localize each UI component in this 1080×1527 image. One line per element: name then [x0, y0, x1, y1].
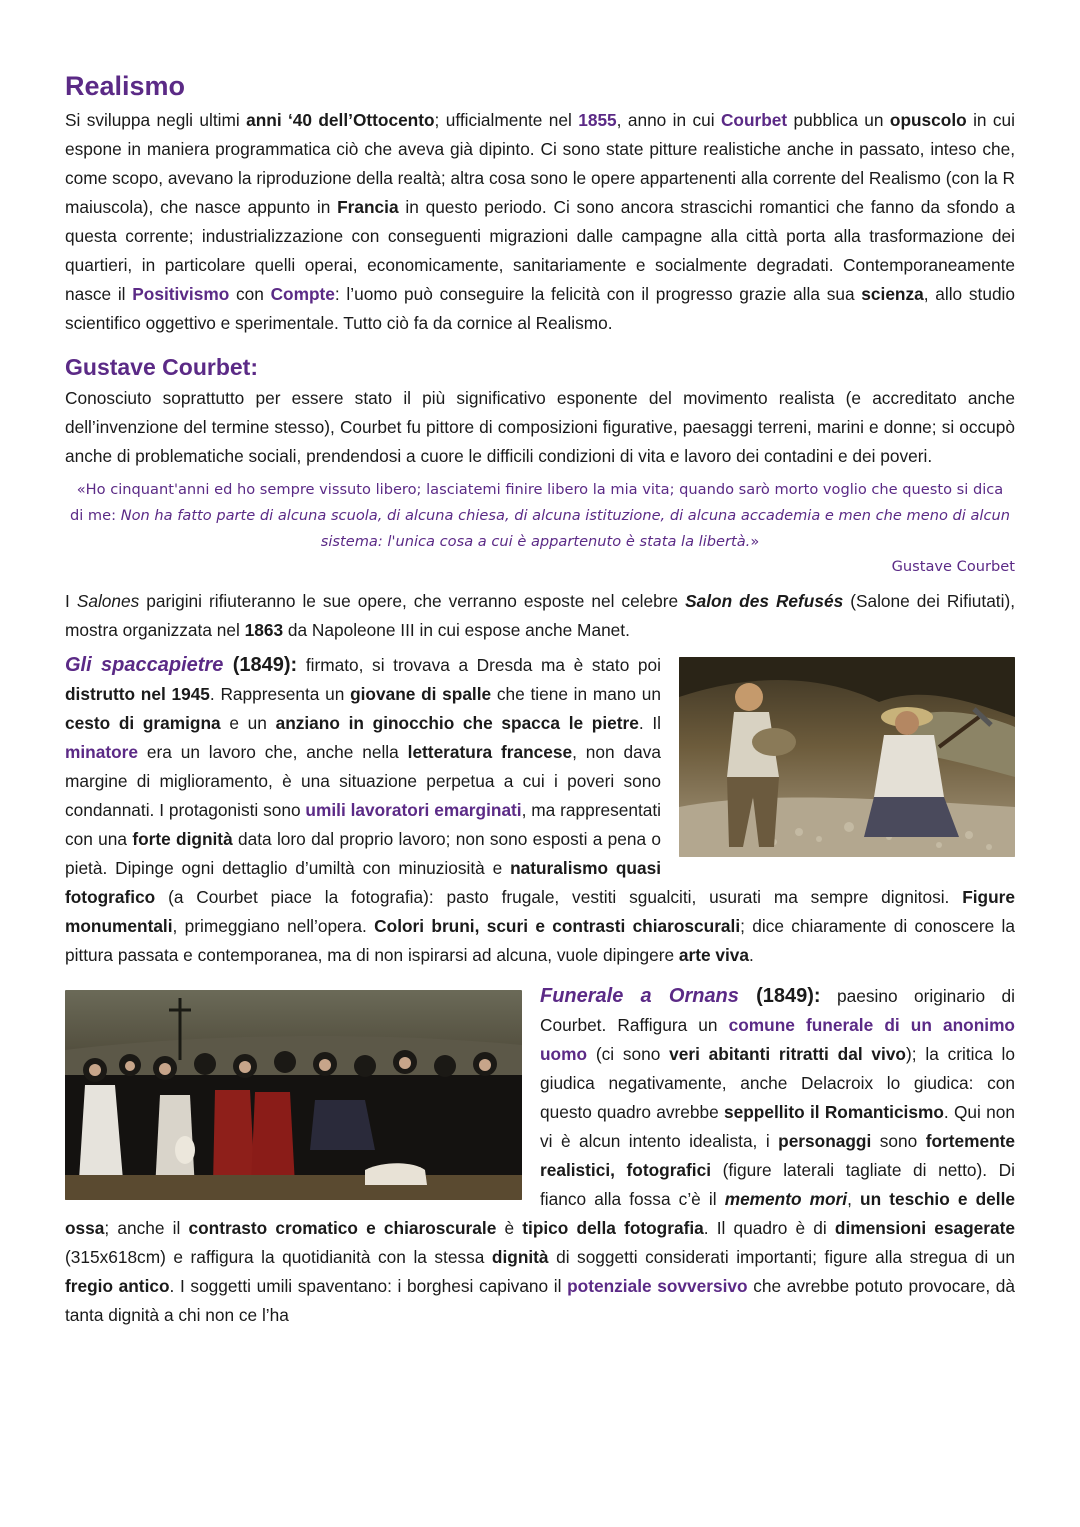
text-run: ; dice chiaramente di conoscere la pittura passata e contemporanea, ma di non ispirarsi ad alcuna, vuole dipingere	[65, 916, 1015, 965]
text-run: (Salone dei Rifiutati), mostra organizzata nel	[65, 591, 1015, 640]
text-run: ; ufficialmente nel	[434, 110, 579, 130]
text-run: data loro dal proprio lavoro; non sono esposti a pena o pietà. Dipinge ogni dettaglio d’umiltà con minuziosità e	[65, 829, 662, 878]
funerale-year: (1849):	[738, 985, 821, 1007]
text-run: I	[65, 591, 77, 611]
text-run: è	[496, 1218, 523, 1238]
salones-paragraph	[65, 587, 1015, 645]
text-run: paesino originario di Courbet. Raffigura un	[540, 986, 1015, 1035]
text-run: . Rappresenta un	[209, 684, 351, 704]
text-run: pubblica un	[787, 110, 890, 130]
text-run: in cui espone in maniera programmatica ciò che aveva già dipinto. Ci sono state pitture realistiche anche in passato, inteso che, come scopo, avevano la riproduzione della realtà; altra cosa sono le opere appartenenti alla corrente del Realismo (con la R maiuscola), che nasce appunto in	[65, 110, 1015, 217]
painting-funerale-image	[65, 990, 522, 1200]
bold-text: Francia	[337, 197, 399, 217]
bold-text: scienza	[861, 284, 924, 304]
bold-text: tipico della fotografia	[522, 1218, 704, 1238]
bold-text: anni ‘40 dell’Ottocento	[246, 110, 435, 130]
bold-text: veri abitanti ritratti dal vivo	[669, 1044, 906, 1064]
text-run: . Qui non vi è alcun intento idealista, i	[540, 1102, 1015, 1151]
work-spaccapietre	[65, 651, 1015, 970]
text-run: . I soggetti umili spaventano: i borghesi capivano il	[169, 1276, 568, 1296]
text-run: era un lavoro che, anche nella	[137, 742, 408, 762]
bold-text: cesto di gramigna	[65, 713, 221, 733]
bold-text: Colori bruni, scuri e contrasti chiaroscurali	[374, 916, 741, 936]
text-run: (315x618cm) e raffigura la quotidianità con la stessa	[65, 1247, 492, 1267]
text-run: . Il	[638, 713, 662, 733]
realismo-paragraph	[65, 106, 1015, 338]
highlight-text: umili lavoratori emarginati	[305, 800, 522, 820]
bold-text: naturalismo quasi fotografico	[65, 858, 662, 907]
text-run: , ma rappresentati con una	[65, 800, 662, 849]
highlight-text: Positivismo	[132, 284, 230, 304]
quote-author: Gustave Courbet	[891, 558, 1015, 575]
bold-text: fregio antico	[65, 1276, 170, 1296]
text-run: parigini rifiuteranno le sue opere, che verranno esposte nel celebre	[139, 591, 686, 611]
bold-text: contrasto cromatico e chiaroscurale	[188, 1218, 497, 1238]
bold-text: anziano in ginocchio che spacca le pietre	[275, 713, 639, 733]
bold-text: 1863	[244, 620, 284, 640]
highlight-text: Compte	[270, 284, 335, 304]
text-run: che tiene in mano un	[491, 684, 661, 704]
section-title-courbet: Gustave Courbet:	[65, 354, 258, 380]
bold-text: dignità	[491, 1247, 549, 1267]
text-run: , anno in cui	[616, 110, 721, 130]
text-run: da Napoleone III in cui espose anche Manet.	[283, 620, 630, 640]
bold-text: arte viva	[678, 945, 749, 965]
highlight-text: 1855	[578, 110, 617, 130]
bold-text: opuscolo	[889, 110, 967, 130]
text-run: di soggetti considerati importanti; figure alla stregua di un	[548, 1247, 1015, 1267]
text-run: , non dava margine di miglioramento, è una situazione perpetua a cui i poveri sono condannati. I protagonisti sono	[65, 742, 661, 820]
text-run: (figure laterali tagliate di netto). Di fianco alla fossa c’è il	[540, 1160, 1015, 1209]
text-run: (ci sono	[587, 1044, 670, 1064]
bold-text: distrutto nel 1945	[65, 684, 210, 704]
text-run: .	[749, 945, 754, 965]
spaccapietre-title: Gli spaccapietre	[65, 654, 224, 676]
highlight-text: potenziale sovversivo	[567, 1276, 748, 1296]
bold-italic-text: Salon des Refusés	[685, 591, 844, 611]
text-run: : l’uomo può conseguire la felicità con il progresso grazie alla sua	[334, 284, 862, 304]
quote-close: »	[750, 533, 760, 550]
italic-text: Salones	[76, 591, 140, 611]
courbet-intro-paragraph: Conosciuto soprattutto per essere stato il più significativo esponente del movimento realista (e accreditato anche dell’invenzione del termine stesso), Courbet fu pittore di composizioni figurative, paesaggi terreni, marini e donne; si occupò anche di problematiche sociali, prendendosi a cuore le difficili condizioni di vita e lavoro dei contadini e dei poveri.	[65, 388, 1015, 466]
bold-italic-text: memento mori	[724, 1189, 848, 1209]
bold-text: forte dignità	[132, 829, 233, 849]
bold-text: seppellito il Romanticismo	[724, 1102, 944, 1122]
text-run: (a Courbet piace la fotografia): pasto frugale, vestiti sgualciti, usurati ma sempre dignitosi.	[155, 887, 963, 907]
funerale-title: Funerale a Ornans	[540, 985, 739, 1007]
spaccapietre-year: (1849):	[223, 654, 298, 676]
work-funerale	[65, 982, 1015, 1330]
bold-text: personaggi	[778, 1131, 872, 1151]
text-run: ); la critica lo giudica negativamente, anche Delacroix lo giudica: con questo quadro avrebbe	[540, 1044, 1015, 1122]
bold-text: dimensioni esagerate	[834, 1218, 1015, 1238]
bold-text: letteratura francese	[407, 742, 573, 762]
highlight-text: minatore	[65, 742, 138, 762]
quote-plain-text: «Ho cinquant'anni ed ho sempre vissuto libero; lasciatemi finire libero la mia vita; quando sarò morto voglio che questo si dica di me:	[69, 481, 1004, 524]
highlight-text: Courbet	[720, 110, 788, 130]
text-run: firmato, si trovava a Dresda ma è stato poi	[297, 655, 661, 675]
bold-text: Figure monumentali	[65, 887, 1015, 936]
text-run: e un	[220, 713, 276, 733]
text-run: con	[229, 284, 271, 304]
bold-text: fortemente realistici, fotografici	[540, 1131, 1015, 1180]
highlight-text: comune funerale di un anonimo uomo	[540, 1015, 1015, 1064]
section-title-realismo: Realismo	[65, 71, 186, 101]
text-run: . Il quadro è di	[703, 1218, 835, 1238]
courbet-quote	[69, 477, 1011, 555]
text-run: , allo studio scientifico oggettivo e sperimentale. Tutto ciò fa da cornice al Realismo.	[65, 284, 1016, 333]
text-run: ,	[847, 1189, 861, 1209]
bold-text: giovane di spalle	[350, 684, 492, 704]
text-run: sono	[871, 1131, 926, 1151]
painting-spaccapietre-image	[679, 657, 1015, 857]
text-run: , primeggiano nell’opera.	[172, 916, 375, 936]
document-page	[65, 66, 1015, 1330]
quote-italic-text: Non ha fatto parte di alcuna scuola, di alcuna chiesa, di alcuna istituzione, di alcuna accademia e men che meno di alcun sistema: l'unica cosa a cui è appartenuto è stata la libertà.	[120, 507, 1011, 550]
text-run: ; anche il	[104, 1218, 189, 1238]
bold-text: un teschio e delle ossa	[65, 1189, 1015, 1238]
text-run: che avrebbe potuto provocare, dà tanta dignità a chi non ce l’ha	[65, 1276, 1015, 1325]
text-run: Si sviluppa negli ultimi	[65, 110, 247, 130]
text-run: in questo periodo. Ci sono ancora strascichi romantici che fanno da sfondo a questa corrente; industrializzazione con conseguenti migrazioni dalle campagne alla città porta alla trasformazione dei quartieri, in particolare quelli operai, economicamente, sanitariamente e socialmente degradati. Contemporaneamente nasce il	[65, 197, 1015, 304]
